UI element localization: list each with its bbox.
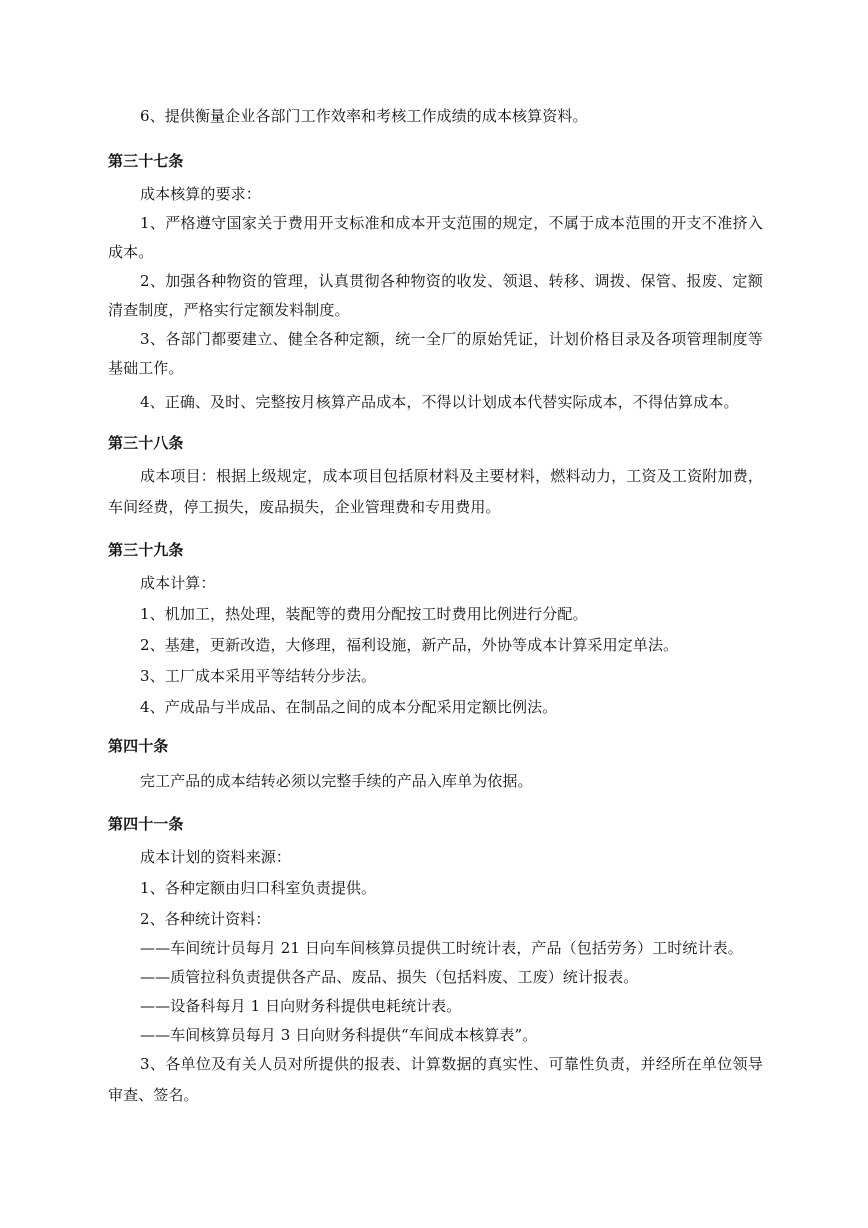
paragraph-line: 4、正确、及时、完整按月核算产品成本，不得以计划成本代替实际成本，不得估算成本。 xyxy=(140,393,739,411)
paragraph-line: ——车间统计员每月 21 日向车间核算员提供工时统计表，产品（包括劳务）工时统计表。 xyxy=(140,939,743,957)
paragraph-line: 成本核算的要求： xyxy=(140,185,261,203)
article-heading: 第三十九条 xyxy=(108,541,184,559)
paragraph-line: ——车间核算员每月 3 日向财务科提供“车间成本核算表”。 xyxy=(140,1026,538,1044)
paragraph-line: ——质管拉科负责提供各产品、废品、损失（包括料废、工废）统计报表。 xyxy=(140,968,639,986)
paragraph-line: 2、加强各种物资的管理，认真贯彻各种物资的收发、领退、转移、调拨、保管、报废、定额 xyxy=(140,272,763,290)
article-heading: 第三十七条 xyxy=(108,152,184,170)
paragraph-line: 3、各单位及有关人员对所提供的报表、计算数据的真实性、可靠性负责，并经所在单位领导 xyxy=(140,1055,763,1073)
paragraph-line: 2、基建，更新改造，大修理，福利设施，新产品，外协等成本计算采用定单法。 xyxy=(140,636,679,654)
paragraph-line: ——设备科每月 1 日向财务科提供电耗统计表。 xyxy=(140,997,462,1015)
paragraph-line: 1、各种定额由归口科室负责提供。 xyxy=(140,879,377,897)
paragraph-line: 成本计划的资料来源： xyxy=(140,848,292,866)
paragraph-line: 审查、签名。 xyxy=(108,1086,199,1104)
paragraph-line: 1、机加工，热处理，装配等的费用分配按工时费用比例进行分配。 xyxy=(140,605,588,623)
paragraph-line: 4、产成品与半成品、在制品之间的成本分配采用定额比例法。 xyxy=(140,698,558,716)
paragraph-line: 1、严格遵守国家关于费用开支标准和成本开支范围的规定，不属于成本范围的开支不准挤入 xyxy=(140,214,763,232)
article-heading: 第三十八条 xyxy=(108,434,184,452)
paragraph-line: 清查制度，严格实行定额发料制度。 xyxy=(108,301,350,319)
paragraph-line: 成本项目：根据上级规定，成本项目包括原材料及主要材料，燃料动力，工资及工资附加费， xyxy=(140,467,763,485)
paragraph-line: 3、工厂成本采用平等结转分步法。 xyxy=(140,667,377,685)
article-heading: 第四十条 xyxy=(108,737,169,755)
paragraph-line: 6、提供衡量企业各部门工作效率和考核工作成绩的成本核算资料。 xyxy=(140,107,588,125)
paragraph-line: 成本。 xyxy=(108,243,154,261)
article-heading: 第四十一条 xyxy=(108,815,184,833)
paragraph-line: 基础工作。 xyxy=(108,359,184,377)
paragraph-line: 完工产品的成本结转必须以完整手续的产品入库单为依据。 xyxy=(140,772,533,790)
paragraph-line: 2、各种统计资料： xyxy=(140,910,271,928)
paragraph-line: 车间经费，停工损失，废品损失，企业管理费和专用费用。 xyxy=(108,498,501,516)
paragraph-line: 3、各部门都要建立、健全各种定额，统一全厂的原始凭证，计划价格目录及各项管理制度等 xyxy=(140,330,763,348)
paragraph-line: 成本计算： xyxy=(140,574,216,592)
